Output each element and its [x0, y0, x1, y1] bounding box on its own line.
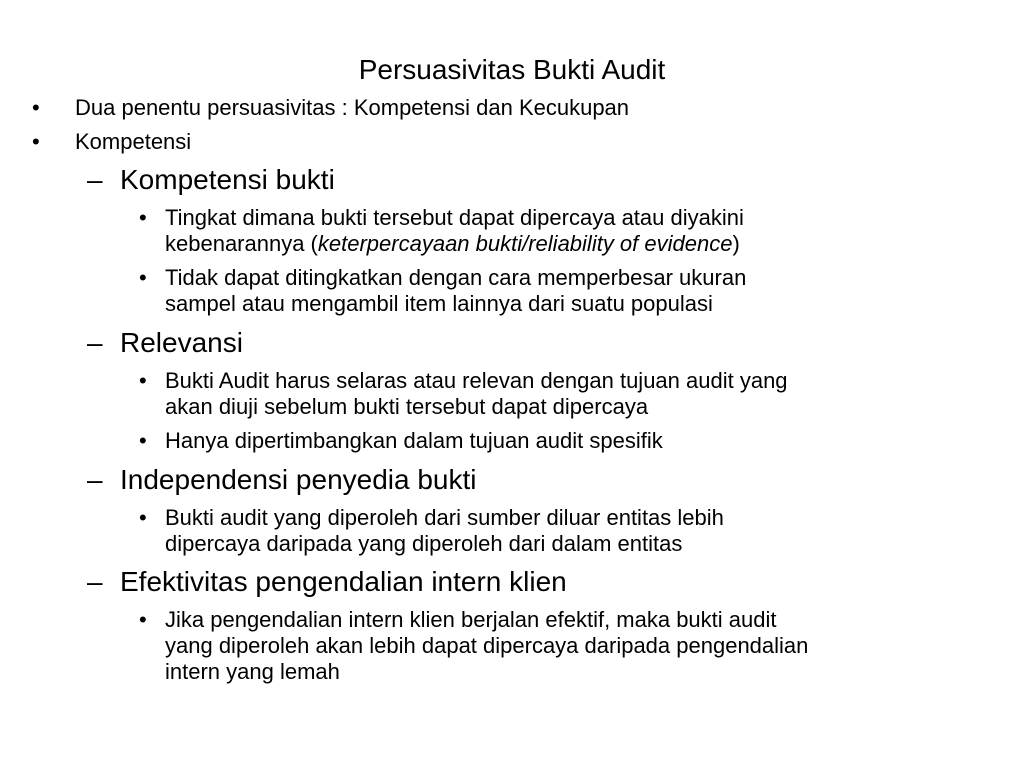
bullet-marker: • — [32, 95, 40, 120]
bullet-text: Kompetensi — [75, 129, 192, 154]
sub-bullet-line: intern yang lemah — [165, 659, 340, 684]
bullet-marker: • — [139, 205, 147, 230]
dash-marker: – — [87, 327, 103, 358]
sub-bullet-item — [139, 368, 1009, 420]
sub-bullet-item — [139, 505, 1009, 557]
sub-bullet-item — [139, 265, 1009, 317]
sub-bullet-text — [165, 505, 1009, 557]
bullet-marker: • — [139, 368, 147, 393]
bullet-text: Dua penentu persuasivitas : Kompetensi dan Kecukupan — [75, 95, 630, 120]
dash-marker: – — [87, 164, 103, 195]
section-heading-text: Relevansi — [120, 327, 243, 358]
slide-title: Persuasivitas Bukti Audit — [358, 54, 666, 85]
section-heading-text: Efektivitas pengendalian intern klien — [120, 566, 567, 597]
sub-bullet-line: dipercaya daripada yang diperoleh dari dalam entitas — [165, 531, 683, 556]
sub-bullet-text — [165, 428, 1009, 454]
sub-bullet-line: kebenarannya (keterpercayaan bukti/reliability of evidence) — [165, 231, 740, 256]
italic-term: keterpercayaan bukti/reliability of evidence — [317, 231, 733, 256]
sub-bullet-item — [139, 205, 1009, 257]
sub-bullet-line: Jika pengendalian intern klien berjalan efektif, maka bukti audit — [165, 607, 777, 632]
bullet-marker: • — [139, 505, 147, 530]
sub-bullet-text — [165, 265, 1009, 317]
section-heading-text: Kompetensi bukti — [120, 164, 335, 195]
sub-bullet-text — [165, 368, 1009, 420]
section-heading-text: Independensi penyedia bukti — [120, 464, 477, 495]
sub-bullet-line: Tidak dapat ditingkatkan dengan cara memperbesar ukuran — [165, 265, 747, 290]
sub-bullet-line: yang diperoleh akan lebih dapat dipercaya daripada pengendalian — [165, 633, 809, 658]
bullet-marker: • — [32, 129, 40, 154]
bullet-marker: • — [139, 607, 147, 632]
sub-bullet-line: Bukti Audit harus selaras atau relevan dengan tujuan audit yang — [165, 368, 788, 393]
dash-marker: – — [87, 464, 103, 495]
sub-bullet-line: Bukti audit yang diperoleh dari sumber diluar entitas lebih — [165, 505, 724, 530]
dash-marker: – — [87, 566, 103, 597]
bullet-marker: • — [139, 265, 147, 290]
sub-bullet-line: akan diuji sebelum bukti tersebut dapat dipercaya — [165, 394, 649, 419]
sub-bullet-text — [165, 607, 1009, 685]
sub-bullet-line: sampel atau mengambil item lainnya dari suatu populasi — [165, 291, 713, 316]
sub-bullet-line: Hanya dipertimbangkan dalam tujuan audit spesifik — [165, 428, 663, 453]
sub-bullet-text — [165, 205, 1009, 257]
sub-bullet-item — [139, 428, 1009, 454]
sub-bullet-item — [139, 607, 1009, 685]
bullet-marker: • — [139, 428, 147, 453]
sub-bullet-line: Tingkat dimana bukti tersebut dapat dipercaya atau diyakini — [165, 205, 744, 230]
